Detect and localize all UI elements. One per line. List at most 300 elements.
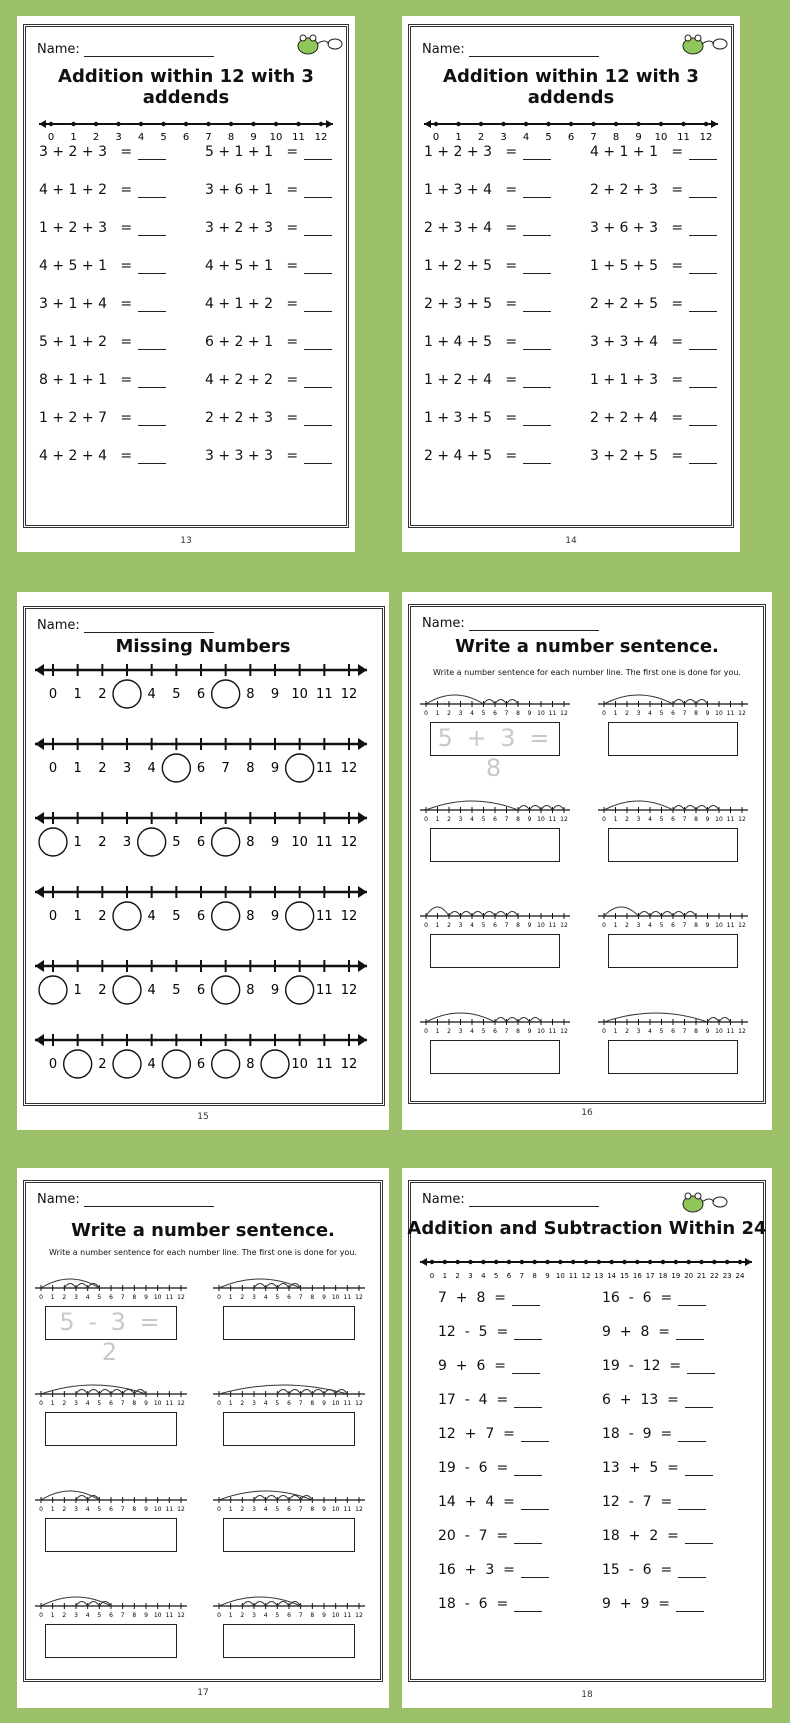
tick-dot xyxy=(636,122,640,126)
name-line[interactable] xyxy=(84,620,214,633)
tick-label: 4 xyxy=(263,1506,268,1513)
answer-blank[interactable] xyxy=(689,413,717,426)
tick-label: 6 xyxy=(109,1506,113,1513)
name-line[interactable] xyxy=(84,44,214,57)
tick-label: 9 xyxy=(270,909,280,924)
answer-box[interactable] xyxy=(608,722,738,756)
tick-dot xyxy=(524,122,528,126)
answer-blank[interactable] xyxy=(523,185,551,198)
equation-left: 2 + 3 + 4 = xyxy=(424,220,551,236)
tick-label: 1 xyxy=(228,1400,233,1407)
answer-blank[interactable] xyxy=(689,299,717,312)
tick-label: 12 xyxy=(738,710,746,717)
answer-blank[interactable] xyxy=(523,451,551,464)
tick-label: 1 xyxy=(613,710,618,717)
tick-label: 4 xyxy=(648,816,652,823)
tick-label: 12 xyxy=(699,132,713,143)
tick-dot xyxy=(648,1260,652,1264)
answer-blank[interactable] xyxy=(304,375,332,388)
equation-right: 16 - 6 = xyxy=(602,1290,706,1306)
equation-right: 3 + 3 + 4 = xyxy=(590,334,717,350)
tick-label: 6 xyxy=(196,761,206,776)
tick-label: 12 xyxy=(340,835,358,850)
tick-label: 8 xyxy=(246,983,255,998)
tick-label: 5 xyxy=(481,816,486,823)
answer-blank[interactable] xyxy=(304,337,332,350)
answer-blank[interactable] xyxy=(138,299,166,312)
answer-box[interactable] xyxy=(223,1624,355,1658)
tick-label: 12 xyxy=(340,983,358,998)
tick-label: 5 xyxy=(172,687,181,702)
page-title: Addition within 12 with 3 addends xyxy=(443,66,699,108)
equation-right: 12 - 7 = xyxy=(602,1494,706,1510)
tick-label: 12 xyxy=(355,1400,363,1407)
equation-left: 12 - 5 = xyxy=(438,1324,542,1340)
tick-label: 8 xyxy=(310,1294,315,1301)
tick-label: 5 xyxy=(275,1400,280,1407)
tick-dot xyxy=(686,1260,690,1264)
jump-number-line xyxy=(213,1264,365,1304)
answer-blank[interactable] xyxy=(514,1395,542,1408)
missing-number-circle[interactable] xyxy=(212,976,240,1004)
small-jump-arc xyxy=(266,1284,278,1289)
tick-label: 0 xyxy=(424,710,428,717)
tick-dot xyxy=(704,122,708,126)
missing-number-circle[interactable] xyxy=(138,828,166,856)
equation-left: 1 + 2 + 5 = xyxy=(424,258,551,274)
answer-box[interactable] xyxy=(430,934,560,968)
answer-box[interactable] xyxy=(45,1518,177,1552)
equation-left: 4 + 1 + 2 = xyxy=(39,182,166,198)
tick-label: 9 xyxy=(705,816,710,823)
tick-label: 10 xyxy=(654,132,668,143)
answer-blank[interactable] xyxy=(689,375,717,388)
small-jump-arc xyxy=(76,1602,88,1607)
frog-icon xyxy=(678,1188,712,1214)
small-jump-arc xyxy=(495,1018,507,1023)
answer-box[interactable] xyxy=(223,1306,355,1340)
tick-label: 9 xyxy=(322,1294,326,1301)
answer-blank[interactable] xyxy=(514,1531,542,1544)
missing-number-circle[interactable] xyxy=(261,1050,289,1078)
tick-label: 2 xyxy=(625,922,629,929)
small-jump-arc xyxy=(301,1390,313,1395)
arrow-left-icon xyxy=(35,664,44,676)
tick-label: 0 xyxy=(602,1028,606,1035)
tick-label: 12 xyxy=(560,922,568,929)
missing-number-circle[interactable] xyxy=(39,976,67,1004)
tick-dot xyxy=(49,122,53,126)
tick-label: 4 xyxy=(147,687,156,702)
answer-blank[interactable] xyxy=(138,337,166,350)
answer-box[interactable] xyxy=(45,1624,177,1658)
answer-blank[interactable] xyxy=(689,223,717,236)
answer-blank[interactable] xyxy=(138,375,166,388)
answer-blank[interactable] xyxy=(678,1565,706,1578)
tick-label: 2 xyxy=(447,1028,451,1035)
worksheet-page-18 xyxy=(402,1168,772,1708)
tick-label: 8 xyxy=(132,1400,137,1407)
missing-number-circle[interactable] xyxy=(286,976,314,1004)
missing-number-circle[interactable] xyxy=(162,1050,190,1078)
answer-blank[interactable] xyxy=(514,1599,542,1612)
arrow-left-icon xyxy=(35,886,44,898)
equation-right: 4 + 2 + 2 = xyxy=(205,372,332,388)
tick-dot xyxy=(507,1260,511,1264)
answer-blank[interactable] xyxy=(304,299,332,312)
tick-label: 5 xyxy=(160,132,167,143)
answer-blank[interactable] xyxy=(514,1327,542,1340)
missing-number-circle[interactable] xyxy=(113,976,141,1004)
answer-blank[interactable] xyxy=(304,223,332,236)
tick-dot xyxy=(94,122,98,126)
tick-label: 12 xyxy=(738,816,746,823)
answer-blank[interactable] xyxy=(304,451,332,464)
missing-number-circle[interactable] xyxy=(162,754,190,782)
tick-dot xyxy=(699,1260,703,1264)
tick-label: 10 xyxy=(331,1612,340,1619)
tick-dot xyxy=(430,1260,434,1264)
tick-label: 3 xyxy=(115,132,122,143)
tick-dot xyxy=(591,122,595,126)
tick-label: 12 xyxy=(177,1506,185,1513)
tick-dot xyxy=(614,122,618,126)
tick-label: 3 xyxy=(458,1028,463,1035)
tick-label: 1 xyxy=(73,687,82,702)
tick-label: 10 xyxy=(153,1612,162,1619)
tick-label: 12 xyxy=(738,1028,746,1035)
tick-label: 9 xyxy=(270,983,280,998)
answer-blank[interactable] xyxy=(138,223,166,236)
answer-box[interactable] xyxy=(223,1518,355,1552)
equation-left: 18 - 6 = xyxy=(438,1596,542,1612)
tick-dot xyxy=(443,1260,447,1264)
jump-number-line xyxy=(213,1476,365,1516)
page-number: 16 xyxy=(581,1108,593,1118)
tick-label: 8 xyxy=(694,710,698,717)
jump-number-line xyxy=(35,1370,187,1410)
small-jump-arc xyxy=(484,700,496,705)
answer-blank[interactable] xyxy=(689,261,717,274)
answer-blank[interactable] xyxy=(304,185,332,198)
tick-label: 12 xyxy=(340,909,358,924)
tick-dot xyxy=(520,1260,524,1264)
small-jump-arc xyxy=(673,806,685,811)
missing-number-circle[interactable] xyxy=(212,680,240,708)
equation-left: 1 + 3 + 4 = xyxy=(424,182,551,198)
missing-number-circle[interactable] xyxy=(212,828,240,856)
name-line[interactable] xyxy=(469,618,599,631)
tick-label: 7 xyxy=(682,710,687,717)
answer-blank[interactable] xyxy=(689,337,717,350)
answer-blank[interactable] xyxy=(138,451,166,464)
missing-number-circle[interactable] xyxy=(212,1050,240,1078)
tick-dot xyxy=(434,122,438,126)
missing-number-circle[interactable] xyxy=(286,754,314,782)
answer-blank[interactable] xyxy=(138,185,166,198)
tick-label: 6 xyxy=(493,710,497,717)
tick-label: 6 xyxy=(671,710,675,717)
tick-dot xyxy=(712,1260,716,1264)
tick-label: 24 xyxy=(735,1272,745,1280)
name-line[interactable] xyxy=(469,1194,599,1207)
tick-label: 0 xyxy=(602,710,606,717)
missing-number-circle[interactable] xyxy=(113,902,141,930)
answer-blank[interactable] xyxy=(678,1497,706,1510)
missing-number-circle[interactable] xyxy=(113,1050,141,1078)
arrow-left-icon xyxy=(35,812,44,824)
tick-dot xyxy=(184,122,188,126)
answer-box[interactable] xyxy=(608,934,738,968)
tick-label: 11 xyxy=(548,1028,557,1035)
missing-number-circle[interactable] xyxy=(286,902,314,930)
tick-label: 0 xyxy=(48,1057,58,1072)
small-jump-arc xyxy=(518,1018,530,1023)
tick-label: 12 xyxy=(355,1612,363,1619)
tick-label: 10 xyxy=(715,922,723,929)
answer-box[interactable] xyxy=(430,828,560,862)
equation-right: 18 + 2 = xyxy=(602,1528,713,1544)
tick-label: 6 xyxy=(109,1294,113,1301)
tick-label: 10 xyxy=(331,1400,340,1407)
jump-number-line xyxy=(598,892,748,932)
tick-label: 2 xyxy=(98,909,107,924)
tick-label: 9 xyxy=(270,761,280,776)
answer-blank[interactable] xyxy=(523,337,551,350)
missing-number-circle[interactable] xyxy=(212,902,240,930)
tick-label: 11 xyxy=(548,922,557,929)
small-jump-arc xyxy=(254,1284,266,1289)
tick-label: 8 xyxy=(310,1612,315,1619)
tick-label: 12 xyxy=(355,1294,363,1301)
tick-label: 7 xyxy=(298,1506,303,1513)
name-field: Name: xyxy=(422,42,599,57)
jump-number-line xyxy=(213,1582,365,1622)
arrow-right-icon xyxy=(358,738,367,750)
tick-label: 10 xyxy=(537,1028,545,1035)
equation-right: 18 - 9 = xyxy=(602,1426,706,1442)
tick-label: 3 xyxy=(500,132,507,143)
arrow-left-icon xyxy=(35,1034,44,1046)
tick-label: 7 xyxy=(120,1612,125,1619)
answer-blank[interactable] xyxy=(523,413,551,426)
tick-dot xyxy=(635,1260,639,1264)
answer-blank[interactable] xyxy=(678,1429,706,1442)
tick-label: 14 xyxy=(607,1272,617,1280)
tick-dot xyxy=(558,1260,562,1264)
tick-label: 12 xyxy=(560,1028,568,1035)
tick-label: 6 xyxy=(287,1612,291,1619)
tick-label: 1 xyxy=(50,1506,55,1513)
tick-label: 4 xyxy=(147,983,156,998)
answer-blank[interactable] xyxy=(523,223,551,236)
answer-blank[interactable] xyxy=(523,375,551,388)
answer-blank[interactable] xyxy=(512,1293,540,1306)
tick-label: 6 xyxy=(109,1400,113,1407)
name-field: Name: xyxy=(37,42,214,57)
number-line xyxy=(422,116,720,146)
answer-blank[interactable] xyxy=(304,413,332,426)
tick-label: 11 xyxy=(568,1272,578,1280)
tick-dot xyxy=(661,1260,665,1264)
tick-label: 11 xyxy=(165,1612,174,1619)
tick-label: 2 xyxy=(62,1294,67,1301)
tick-label: 10 xyxy=(555,1272,565,1280)
tick-label: 12 xyxy=(340,1057,358,1072)
tick-label: 7 xyxy=(221,761,230,776)
tick-label: 10 xyxy=(269,132,283,143)
arrow-left-icon xyxy=(35,738,44,750)
missing-number-circle[interactable] xyxy=(113,680,141,708)
equation-left: 17 - 4 = xyxy=(438,1392,542,1408)
tick-label: 4 xyxy=(263,1612,268,1619)
tick-label: 4 xyxy=(147,909,156,924)
tick-dot xyxy=(681,122,685,126)
equation-right: 6 + 2 + 1 = xyxy=(205,334,332,350)
jump-number-line xyxy=(598,680,748,720)
tick-label: 6 xyxy=(182,132,190,143)
name-field: Name: xyxy=(37,618,214,633)
tick-label: 2 xyxy=(625,1028,629,1035)
tick-label: 4 xyxy=(648,922,652,929)
tick-label: 8 xyxy=(246,835,255,850)
missing-number-circle[interactable] xyxy=(39,828,67,856)
answer-blank[interactable] xyxy=(514,1463,542,1476)
tick-label: 9 xyxy=(527,922,532,929)
arrow-right-icon xyxy=(711,120,718,128)
tick-dot xyxy=(139,122,143,126)
tick-label: 6 xyxy=(567,132,575,143)
tick-label: 19 xyxy=(671,1272,681,1280)
equation-left: 4 + 2 + 4 = xyxy=(39,448,166,464)
equation-right: 3 + 6 + 3 = xyxy=(590,220,717,236)
tick-label: 6 xyxy=(196,835,206,850)
tick-label: 9 xyxy=(322,1506,326,1513)
tick-label: 12 xyxy=(738,922,746,929)
tick-label: 11 xyxy=(343,1612,352,1619)
tick-dot xyxy=(319,122,323,126)
tick-label: 1 xyxy=(73,983,82,998)
jump-arc xyxy=(604,1013,708,1022)
equation-right: 3 + 2 + 3 = xyxy=(205,220,332,236)
tick-label: 0 xyxy=(217,1400,221,1407)
tick-label: 6 xyxy=(493,816,497,823)
tick-label: 12 xyxy=(355,1506,363,1513)
name-line[interactable] xyxy=(469,44,599,57)
small-jump-arc xyxy=(662,912,674,917)
answer-box[interactable] xyxy=(223,1412,355,1446)
jump-arc xyxy=(604,907,639,916)
equation-left: 2 + 4 + 5 = xyxy=(424,448,551,464)
missing-number-circle[interactable] xyxy=(64,1050,92,1078)
answer-blank[interactable] xyxy=(523,147,551,160)
answer-blank[interactable] xyxy=(523,261,551,274)
instructions: Write a number sentence for each number line. The first one is done for you. xyxy=(49,1248,357,1257)
answer-blank[interactable] xyxy=(685,1531,713,1544)
tick-label: 5 xyxy=(172,835,181,850)
equation-left: 1 + 2 + 3 = xyxy=(424,144,551,160)
tick-label: 3 xyxy=(252,1612,256,1619)
tick-label: 9 xyxy=(527,1028,532,1035)
answer-blank[interactable] xyxy=(304,147,332,160)
answer-blank[interactable] xyxy=(512,1361,540,1374)
tick-label: 21 xyxy=(697,1272,706,1280)
tick-label: 6 xyxy=(671,1028,675,1035)
tick-label: 11 xyxy=(316,1057,333,1072)
equation-right: 1 + 5 + 5 = xyxy=(590,258,717,274)
tick-label: 5 xyxy=(97,1294,102,1301)
answer-blank[interactable] xyxy=(521,1429,549,1442)
tick-dot xyxy=(274,122,278,126)
tick-label: 11 xyxy=(165,1506,174,1513)
tick-dot xyxy=(546,122,550,126)
answer-blank[interactable] xyxy=(689,147,717,160)
jump-number-line xyxy=(35,1476,187,1516)
tick-label: 3 xyxy=(468,1272,473,1280)
answer-blank[interactable] xyxy=(689,185,717,198)
arrow-left-icon xyxy=(35,960,44,972)
tick-label: 9 xyxy=(250,132,257,143)
page-number: 14 xyxy=(565,536,577,546)
tick-label: 0 xyxy=(47,132,55,143)
small-jump-arc xyxy=(530,1018,542,1023)
answer-blank[interactable] xyxy=(685,1395,713,1408)
answer-blank[interactable] xyxy=(687,1361,715,1374)
equation-left: 1 + 4 + 5 = xyxy=(424,334,551,350)
jump-number-line xyxy=(35,1264,187,1304)
tick-label: 10 xyxy=(715,816,723,823)
tick-label: 4 xyxy=(522,132,530,143)
answer-box[interactable] xyxy=(608,1040,738,1074)
tick-label: 8 xyxy=(246,687,255,702)
small-jump-arc xyxy=(484,912,496,917)
tick-label: 6 xyxy=(493,1028,497,1035)
answer-blank[interactable] xyxy=(523,299,551,312)
jump-number-line xyxy=(213,1370,365,1410)
tick-label: 2 xyxy=(98,835,107,850)
tick-label: 11 xyxy=(165,1294,174,1301)
answer-blank[interactable] xyxy=(676,1327,704,1340)
equation-left: 4 + 5 + 1 = xyxy=(39,258,166,274)
answer-blank[interactable] xyxy=(138,261,166,274)
answer-blank[interactable] xyxy=(521,1565,549,1578)
tick-label: 1 xyxy=(435,1028,440,1035)
tick-label: 9 xyxy=(144,1612,148,1619)
tick-label: 7 xyxy=(298,1400,303,1407)
answer-blank[interactable] xyxy=(138,147,166,160)
page-title: Addition and Subtraction Within 24 xyxy=(407,1218,767,1239)
answer-blank[interactable] xyxy=(689,451,717,464)
tick-label: 0 xyxy=(39,1506,43,1513)
answer-blank[interactable] xyxy=(676,1599,704,1612)
tick-dot xyxy=(481,1260,485,1264)
answer-box[interactable] xyxy=(430,1040,560,1074)
tick-label: 2 xyxy=(240,1506,245,1513)
answer-box[interactable] xyxy=(608,828,738,862)
tick-label: 8 xyxy=(310,1400,315,1407)
answer-blank[interactable] xyxy=(304,261,332,274)
answer-blank[interactable] xyxy=(685,1463,713,1476)
answer-box[interactable] xyxy=(45,1412,177,1446)
answer-blank[interactable] xyxy=(678,1293,706,1306)
tick-label: 0 xyxy=(39,1612,43,1619)
tick-label: 10 xyxy=(153,1400,162,1407)
tick-label: 1 xyxy=(73,835,82,850)
name-line[interactable] xyxy=(84,1194,214,1207)
answer-blank[interactable] xyxy=(521,1497,549,1510)
tick-label: 4 xyxy=(137,132,145,143)
answer-blank[interactable] xyxy=(138,413,166,426)
